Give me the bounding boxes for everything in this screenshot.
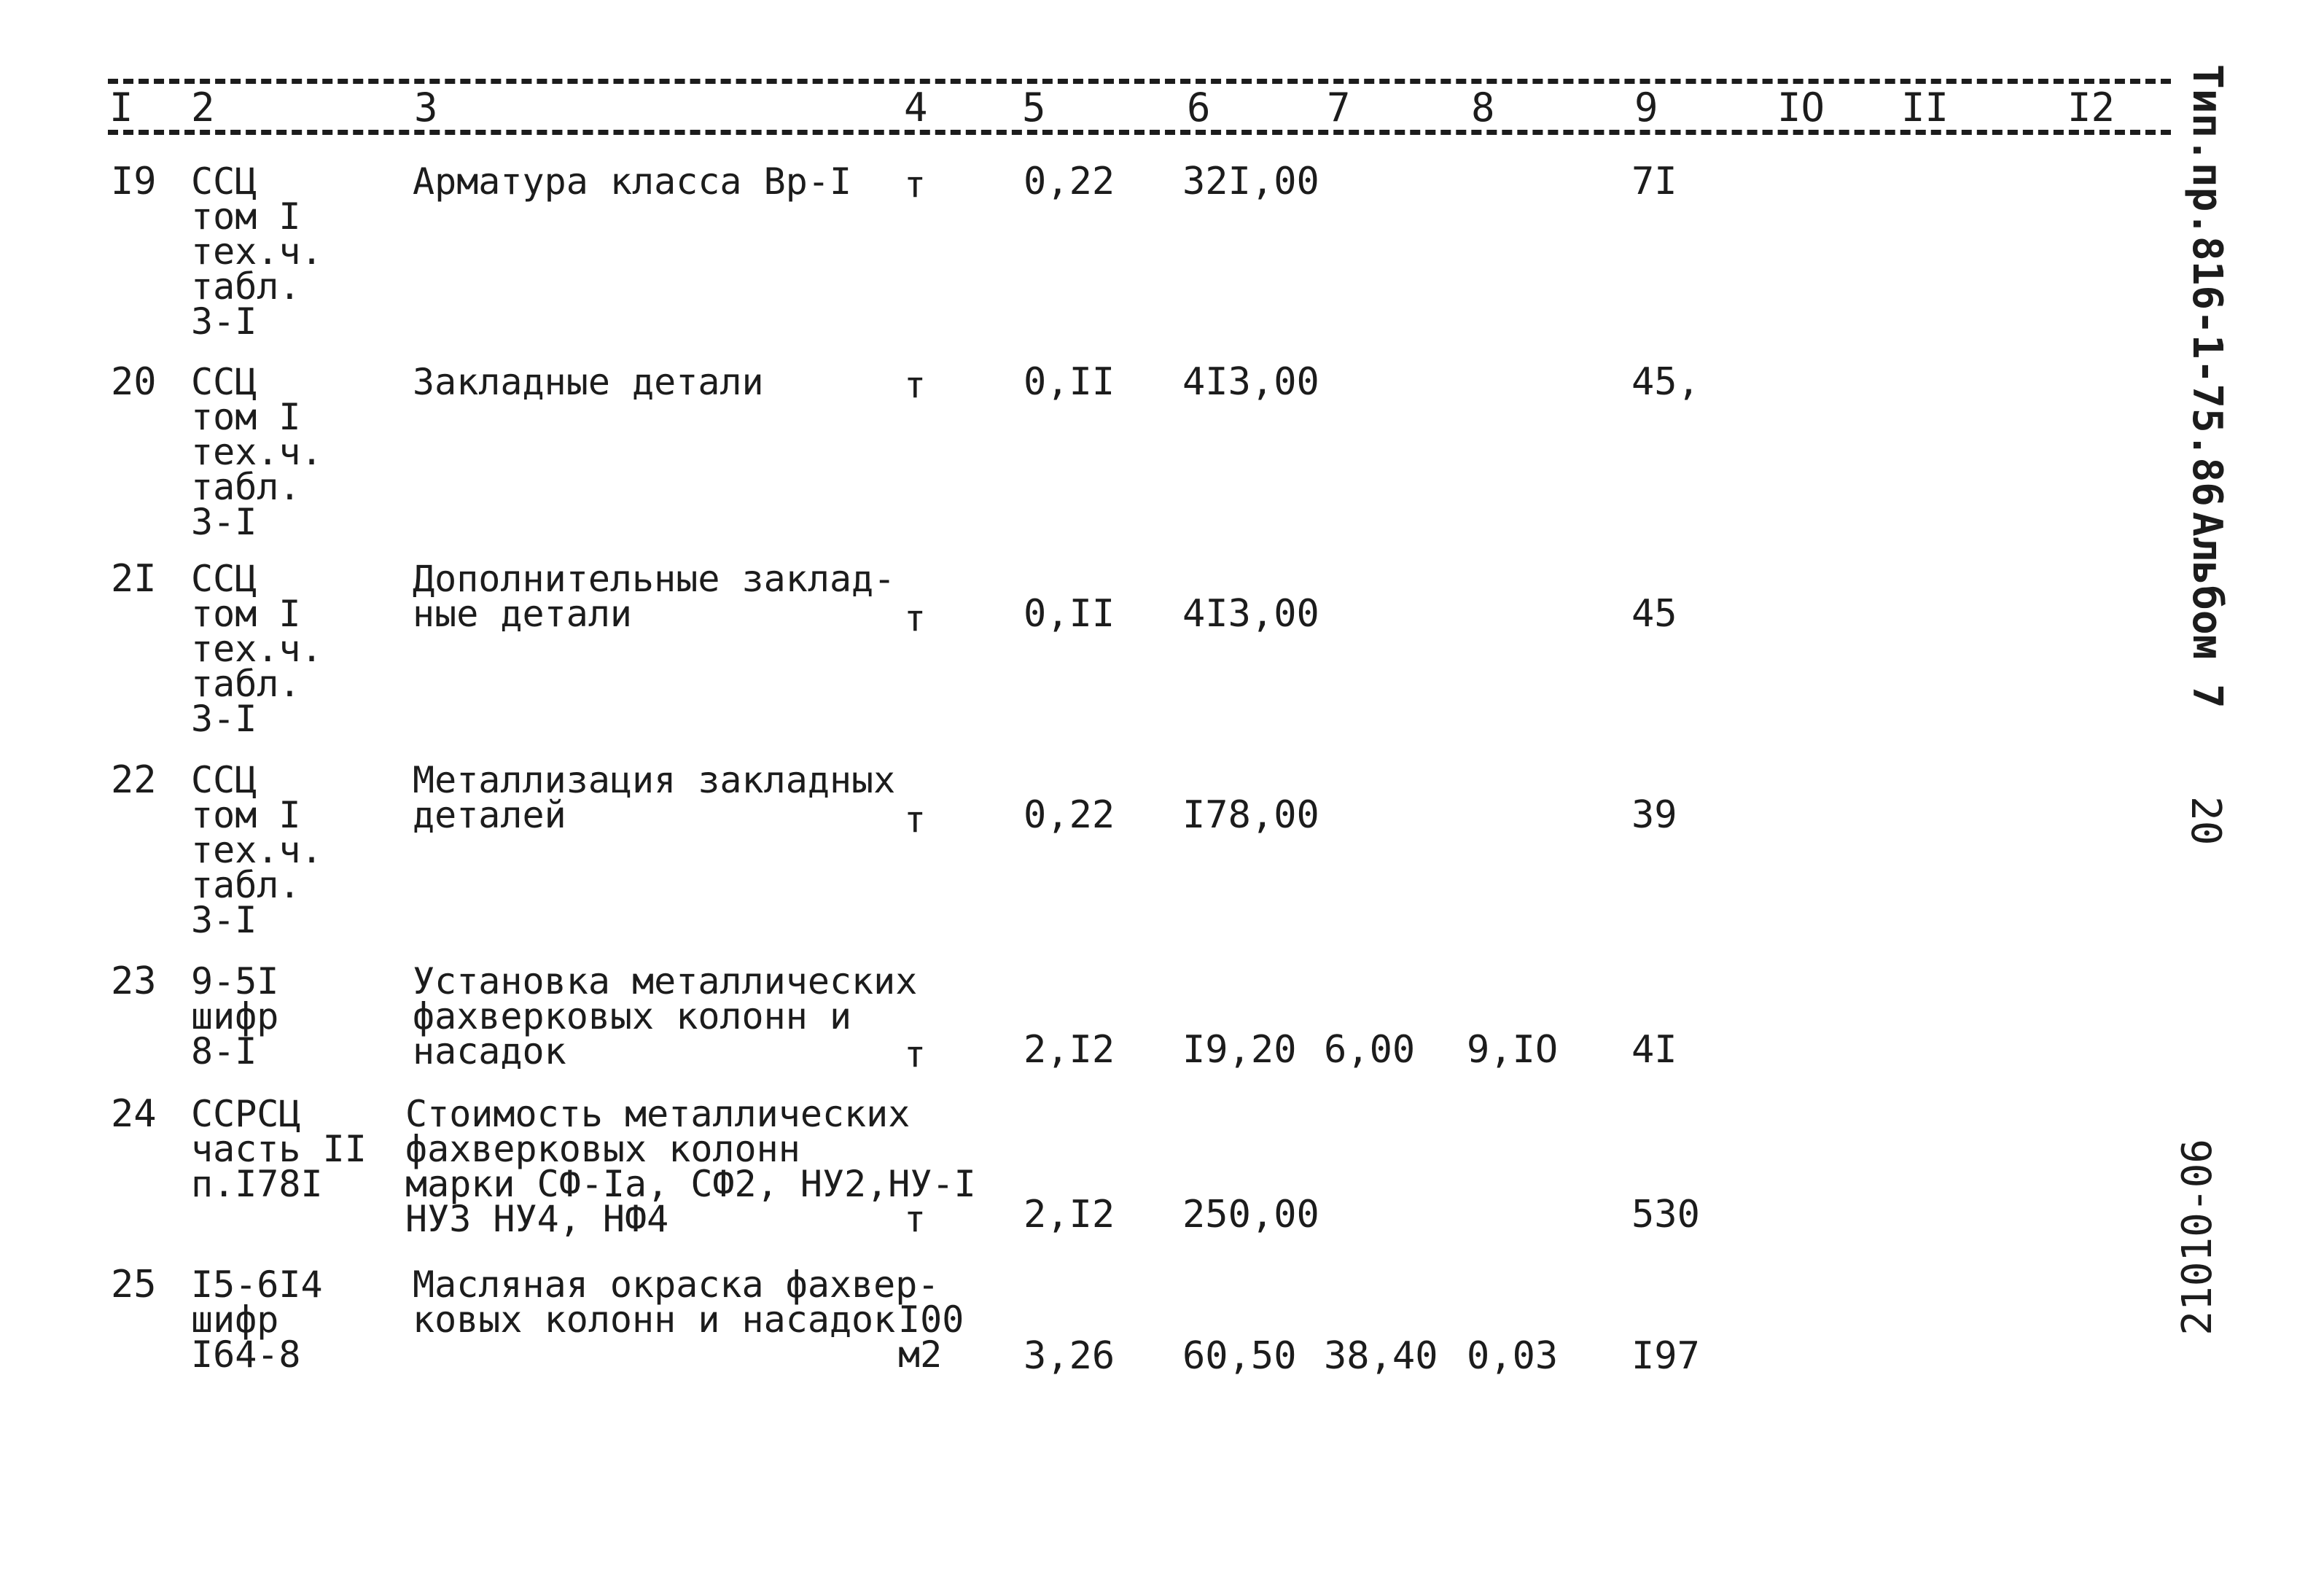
row-col5: 2,I2 (1023, 1028, 1115, 1072)
row-unit: т (904, 798, 927, 841)
col-header-5: 5 (1022, 85, 1046, 131)
row-col9: 45, (1631, 360, 1700, 404)
row-number: 25 (111, 1263, 157, 1306)
archive-stamp: 21010-06 (2174, 1139, 2221, 1336)
col-header-4: 4 (904, 85, 928, 131)
row-col7: 38,40 (1324, 1334, 1438, 1378)
col-header-12: I2 (2067, 85, 2116, 131)
document-code: Тип.пр.816-1-75.86 (2183, 64, 2231, 507)
row-col5: 0,22 (1023, 160, 1115, 203)
row-col6: 250,00 (1182, 1193, 1319, 1236)
row-col9: 39 (1631, 793, 1677, 837)
header-bottom-rule (108, 130, 2171, 135)
row-unit: т (904, 1033, 927, 1075)
row-col9: 7I (1631, 160, 1677, 203)
row-code: 9-5I шифр 8-I (191, 960, 279, 1072)
row-col9: 45 (1631, 592, 1677, 636)
row-col6: 60,50 (1182, 1334, 1297, 1378)
col-header-3: 3 (414, 85, 438, 131)
row-unit: т (904, 597, 927, 639)
row-number: 20 (111, 360, 157, 404)
page-number: 20 (2182, 796, 2229, 846)
row-unit: т (904, 1198, 927, 1240)
row-unit: I00 м2 (898, 1298, 964, 1376)
row-col5: 0,II (1023, 360, 1115, 404)
col-header-10: IO (1777, 85, 1825, 131)
row-name: Дополнительные заклад- ные детали (413, 558, 896, 635)
row-number: 23 (111, 959, 157, 1003)
row-col8: 9,IO (1467, 1028, 1559, 1072)
row-number: 22 (111, 758, 157, 802)
row-code: I5-6I4 шифр I64-8 (191, 1263, 323, 1376)
row-name: Арматура класса Вр-I (413, 160, 852, 203)
row-code: ССРСЦ часть II п.I78I (191, 1093, 367, 1205)
col-header-2: 2 (191, 85, 215, 131)
row-col6: 4I3,00 (1182, 360, 1319, 404)
row-col9: I97 (1631, 1334, 1700, 1378)
row-name: Закладные детали (413, 361, 764, 403)
row-name: Масляная окраска фахвер- ковых колонн и насадок (413, 1263, 940, 1341)
row-col9: 530 (1631, 1193, 1700, 1236)
row-code: ССЦ том I тех.ч. табл. 3-I (191, 160, 323, 343)
row-unit: т (904, 364, 927, 406)
row-col7: 6,00 (1324, 1028, 1416, 1072)
col-header-7: 7 (1327, 85, 1351, 131)
row-unit: т (904, 163, 927, 206)
row-name: Металлизация закладных деталей (413, 759, 896, 836)
row-col6: 4I3,00 (1182, 592, 1319, 636)
row-col8: 0,03 (1467, 1334, 1559, 1378)
row-code: ССЦ том I тех.ч. табл. 3-I (191, 759, 323, 941)
row-col6: I9,20 (1182, 1028, 1297, 1072)
col-header-11: II (1901, 85, 1949, 131)
row-code: ССЦ том I тех.ч. табл. 3-I (191, 361, 323, 543)
row-col9: 4I (1631, 1028, 1677, 1072)
header-top-rule (108, 79, 2171, 84)
row-col6: 32I,00 (1182, 160, 1319, 203)
row-col5: 0,II (1023, 592, 1115, 636)
row-col5: 0,22 (1023, 793, 1115, 837)
row-code: ССЦ том I тех.ч. табл. 3-I (191, 558, 323, 740)
row-col5: 3,26 (1023, 1334, 1115, 1378)
col-header-9: 9 (1634, 85, 1658, 131)
row-col6: I78,00 (1182, 793, 1319, 837)
row-number: 2I (111, 557, 157, 601)
row-name: Установка металлических фахверковых колонн и насадок (413, 960, 918, 1072)
col-header-6: 6 (1187, 85, 1211, 131)
row-number: I9 (111, 160, 157, 203)
row-col5: 2,I2 (1023, 1193, 1115, 1236)
row-name: Стоимость металлических фахверковых колонн марки СФ-Iа, СФ2, НУ2,НУ-I НУ3 НУ4, НФ4 (405, 1093, 976, 1240)
col-header-1: I (109, 85, 133, 131)
album-label: Альбом 7 (2183, 512, 2231, 709)
col-header-8: 8 (1471, 85, 1495, 131)
row-number: 24 (111, 1092, 157, 1136)
